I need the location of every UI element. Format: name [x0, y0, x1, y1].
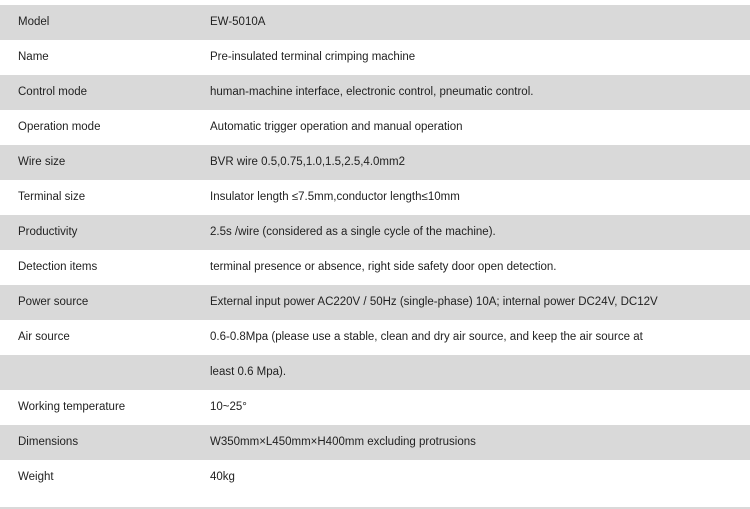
spec-row-wire-size	[0, 145, 750, 180]
spec-label: Wire size	[18, 156, 66, 168]
spec-value: EW-5010A	[210, 16, 266, 28]
spec-row-power-source	[0, 285, 750, 320]
spec-label: Model	[18, 16, 50, 28]
spec-row-dimensions	[0, 425, 750, 460]
spec-label: Power source	[18, 296, 89, 308]
spec-value: Automatic trigger operation and manual operation	[210, 121, 463, 133]
spec-row-productivity	[0, 215, 750, 250]
spec-value: 2.5s /wire (considered as a single cycle of the machine).	[210, 226, 496, 238]
spec-value: terminal presence or absence, right side safety door open detection.	[210, 261, 557, 273]
spec-row-model	[0, 5, 750, 40]
spec-value: BVR wire 0.5,0.75,1.0,1.5,2.5,4.0mm2	[210, 156, 405, 168]
spec-value: 0.6-0.8Mpa (please use a stable, clean and dry air source, and keep the air source at	[210, 331, 643, 343]
spec-row-air-source	[0, 320, 750, 355]
spec-value: 40kg	[210, 471, 235, 483]
spec-label: Productivity	[18, 226, 78, 238]
spec-label: Terminal size	[18, 191, 86, 203]
spec-row-air-source-continued	[0, 355, 750, 390]
spec-value: External input power AC220V / 50Hz (single-phase) 10A; internal power DC24V, DC12V	[210, 296, 658, 308]
spec-value: Pre-insulated terminal crimping machine	[210, 51, 416, 63]
spec-label: Weight	[18, 471, 54, 483]
spec-row-working-temperature	[0, 390, 750, 425]
spec-value: human-machine interface, electronic control, pneumatic control.	[210, 86, 534, 98]
spec-row-weight	[0, 460, 750, 495]
spec-row-terminal-size	[0, 180, 750, 215]
spec-row-control-mode	[0, 75, 750, 110]
spec-label: Name	[18, 51, 49, 63]
spec-label: Working temperature	[18, 401, 126, 413]
spec-row-detection-items	[0, 250, 750, 285]
spec-label: Operation mode	[18, 121, 101, 133]
spec-row-operation-mode	[0, 110, 750, 145]
spec-value: Insulator length ≤7.5mm,conductor length≤10mm	[210, 191, 460, 203]
spec-value: least 0.6 Mpa).	[210, 366, 287, 378]
spec-label: Dimensions	[18, 436, 79, 448]
spec-value: 10~25°	[210, 401, 247, 413]
spec-table	[0, 5, 750, 495]
spec-label: Detection items	[18, 261, 98, 273]
spec-label: Air source	[18, 331, 70, 343]
spec-label: Control mode	[18, 86, 88, 98]
spec-value: W350mm×L450mm×H400mm excluding protrusions	[210, 436, 476, 448]
spec-row-name	[0, 40, 750, 75]
